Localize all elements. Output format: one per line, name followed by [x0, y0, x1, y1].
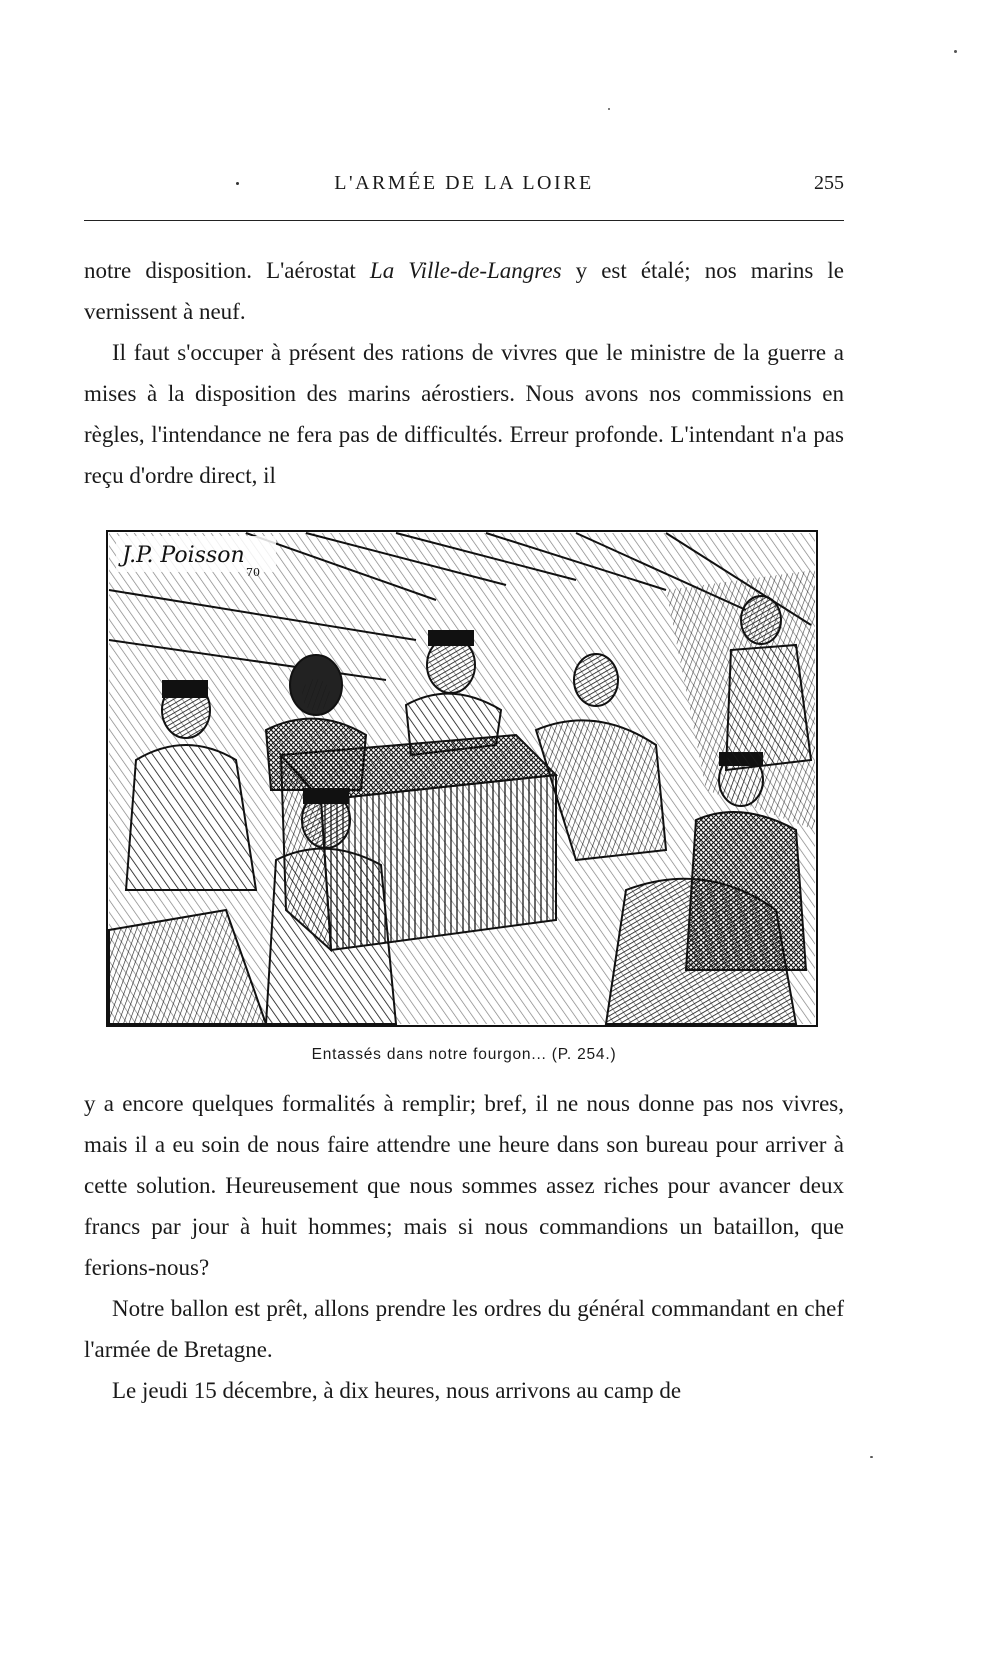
paper-speck	[608, 108, 610, 110]
running-title: L'ARMÉE DE LA LOIRE	[334, 172, 594, 194]
paragraph	[84, 250, 844, 332]
paragraph: Le jeudi 15 décembre, à dix heures, nous arrivons au camp de	[112, 1378, 682, 1403]
body-text-top	[84, 250, 844, 496]
paragraph: y a encore quelques formalités à remplir; bref, il ne nous donne pas nos vivres, mais il a eu soin de nous faire attendre une heure dans son bureau pour arriver à cette solution. Heureusement que nous sommes assez riches pour avancer deux francs par jour à huit hommes; mais si nous commandions un bataillon, que ferions-nous?	[84, 1091, 844, 1280]
paragraph-text: y est étalé; nos marins le vernissent à neuf.	[84, 258, 845, 324]
header-rule	[84, 220, 844, 221]
page-header	[84, 172, 844, 206]
italic-title: La Ville-de-Langres	[369, 258, 562, 283]
paper-speck	[954, 50, 957, 53]
figure-caption: Entassés dans notre fourgon... (P. 254.)	[311, 1046, 617, 1063]
page-number: 255	[814, 172, 844, 194]
paragraph: Il faut s'occuper à présent des rations de vivres que le ministre de la guerre a mises à la disposition des marins aérostiers. Nous avons nos commissions en règles, l'intendance ne fera pas de difficultés. Erreur profonde. L'intendant n'a pas reçu d'ordre direct, il	[84, 340, 844, 488]
engraving-art	[106, 530, 818, 1027]
paragraph: Notre ballon est prêt, allons prendre les ordres du général commandant en chef l'armée de Bretagne.	[84, 1296, 844, 1362]
signature-year: 70	[246, 566, 260, 579]
paper-speck	[870, 1456, 873, 1458]
signature-text: J.P. Poisson	[122, 543, 245, 568]
paragraph-text: notre disposition. L'aérostat	[84, 258, 370, 283]
body-text-bottom	[84, 1083, 844, 1411]
engraving-illustration	[106, 530, 818, 1027]
